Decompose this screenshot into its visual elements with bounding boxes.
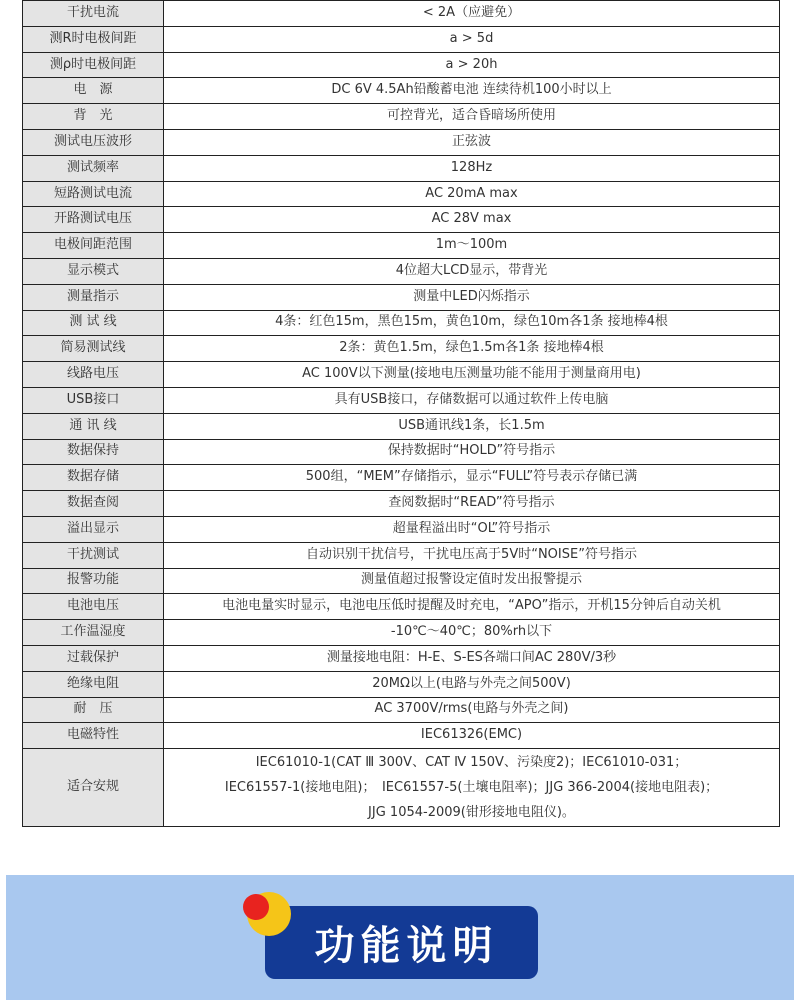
table-row <box>23 387 780 413</box>
table-row <box>23 52 780 78</box>
table-row <box>23 671 780 697</box>
section-title: 功能说明 <box>314 923 499 969</box>
spec-value: 超量程溢出时“OL”符号指示 <box>164 516 780 542</box>
safety-standard-line: IEC61557-1(接地电阻)； IEC61557-5(土壤电阻率)；JJG 366-2004(接地电阻表)； <box>224 780 719 796</box>
spec-label: 电极间距范围 <box>23 233 164 259</box>
spec-label: 简易测试线 <box>23 336 164 362</box>
spec-label: 数据查阅 <box>23 491 164 517</box>
spec-value: < 2A（应避免） <box>164 1 780 27</box>
spec-value: 具有USB接口，存储数据可以通过软件上传电脑 <box>164 387 780 413</box>
table-row <box>23 594 780 620</box>
table-row <box>23 284 780 310</box>
spec-label: 干扰电流 <box>23 1 164 27</box>
spec-value: USB通讯线1条，长1.5m <box>164 413 780 439</box>
spec-value: DC 6V 4.5Ah铅酸蓄电池 连续待机100小时以上 <box>164 78 780 104</box>
table-row <box>23 439 780 465</box>
spec-value: 测量值超过报警设定值时发出报警提示 <box>164 568 780 594</box>
spec-value: 1m～100m <box>164 233 780 259</box>
table-row <box>23 258 780 284</box>
spec-label: 数据存储 <box>23 465 164 491</box>
spec-table <box>22 0 780 827</box>
table-row <box>23 697 780 723</box>
spec-label: 干扰测试 <box>23 542 164 568</box>
spec-value: 20MΩ以上(电路与外壳之间500V) <box>164 671 780 697</box>
spec-label: 测ρ时电极间距 <box>23 52 164 78</box>
spec-value: a > 5d <box>164 26 780 52</box>
spec-value: 可控背光，适合昏暗场所使用 <box>164 104 780 130</box>
spec-label: 线路电压 <box>23 362 164 388</box>
table-row <box>23 310 780 336</box>
table-row <box>23 542 780 568</box>
section-banner <box>265 906 538 979</box>
table-row <box>23 362 780 388</box>
spec-label: 测试电压波形 <box>23 129 164 155</box>
red-dot-decoration <box>243 894 269 920</box>
table-row <box>23 516 780 542</box>
spec-value: 查阅数据时“READ”符号指示 <box>164 491 780 517</box>
table-row <box>23 155 780 181</box>
spec-label: USB接口 <box>23 387 164 413</box>
table-row <box>23 181 780 207</box>
table-row <box>23 78 780 104</box>
table-row <box>23 723 780 749</box>
table-row <box>23 620 780 646</box>
spec-value: 500组，“MEM”存储指示，显示“FULL”符号表示存储已满 <box>164 465 780 491</box>
spec-value: 4条：红色15m，黑色15m，黄色10m，绿色10m各1条 接地棒4根 <box>164 310 780 336</box>
spec-label: 耐 压 <box>23 697 164 723</box>
spec-value: 保持数据时“HOLD”符号指示 <box>164 439 780 465</box>
spec-label: 适合安规 <box>23 749 164 827</box>
spec-value: AC 20mA max <box>164 181 780 207</box>
spec-value: IEC61326(EMC) <box>164 723 780 749</box>
spec-label: 过载保护 <box>23 645 164 671</box>
spec-value: 测量接地电阻：H-E、S-ES各端口间AC 280V/3秒 <box>164 645 780 671</box>
spec-label: 电池电压 <box>23 594 164 620</box>
table-row <box>23 104 780 130</box>
spec-label: 显示模式 <box>23 258 164 284</box>
spec-value: 128Hz <box>164 155 780 181</box>
spec-value: AC 100V以下测量(接地电压测量功能不能用于测量商用电) <box>164 362 780 388</box>
spec-value: 测量中LED闪烁指示 <box>164 284 780 310</box>
spec-label: 报警功能 <box>23 568 164 594</box>
spec-value <box>164 749 780 827</box>
spec-label: 测量指示 <box>23 284 164 310</box>
spec-value: a > 20h <box>164 52 780 78</box>
spec-value: -10℃～40℃；80%rh以下 <box>164 620 780 646</box>
spec-label: 测 试 线 <box>23 310 164 336</box>
safety-standard-line: JJG 1054-2009(钳形接地电阻仪)。 <box>368 805 575 821</box>
safety-standard-line: IEC61010-1(CAT Ⅲ 300V、CAT Ⅳ 150V、污染度2)；IEC61010-031； <box>255 755 688 771</box>
table-row <box>23 645 780 671</box>
table-row <box>23 465 780 491</box>
spec-label: 电磁特性 <box>23 723 164 749</box>
table-row <box>23 26 780 52</box>
table-row <box>23 1 780 27</box>
table-row <box>23 233 780 259</box>
table-row <box>23 413 780 439</box>
spec-label: 开路测试电压 <box>23 207 164 233</box>
spec-label: 背 光 <box>23 104 164 130</box>
spec-value: 电池电量实时显示，电池电压低时提醒及时充电，“APO”指示，开机15分钟后自动关机 <box>164 594 780 620</box>
spec-value: 自动识别干扰信号，干扰电压高于5V时“NOISE”符号指示 <box>164 542 780 568</box>
spec-label: 绝缘电阻 <box>23 671 164 697</box>
spec-label: 溢出显示 <box>23 516 164 542</box>
spec-label: 测试频率 <box>23 155 164 181</box>
table-row <box>23 568 780 594</box>
spec-value: 正弦波 <box>164 129 780 155</box>
spec-label: 工作温湿度 <box>23 620 164 646</box>
spec-value: 2条：黄色1.5m，绿色1.5m各1条 接地棒4根 <box>164 336 780 362</box>
spec-table-body <box>23 1 780 827</box>
table-row <box>23 336 780 362</box>
table-row <box>23 207 780 233</box>
spec-value: 4位超大LCD显示，带背光 <box>164 258 780 284</box>
table-row <box>23 749 780 827</box>
spec-value: AC 28V max <box>164 207 780 233</box>
spec-label: 通 讯 线 <box>23 413 164 439</box>
spec-value: AC 3700V/rms(电路与外壳之间) <box>164 697 780 723</box>
table-row <box>23 129 780 155</box>
spec-label: 电 源 <box>23 78 164 104</box>
spec-label: 测R时电极间距 <box>23 26 164 52</box>
spec-label: 数据保持 <box>23 439 164 465</box>
spec-label: 短路测试电流 <box>23 181 164 207</box>
table-row <box>23 491 780 517</box>
